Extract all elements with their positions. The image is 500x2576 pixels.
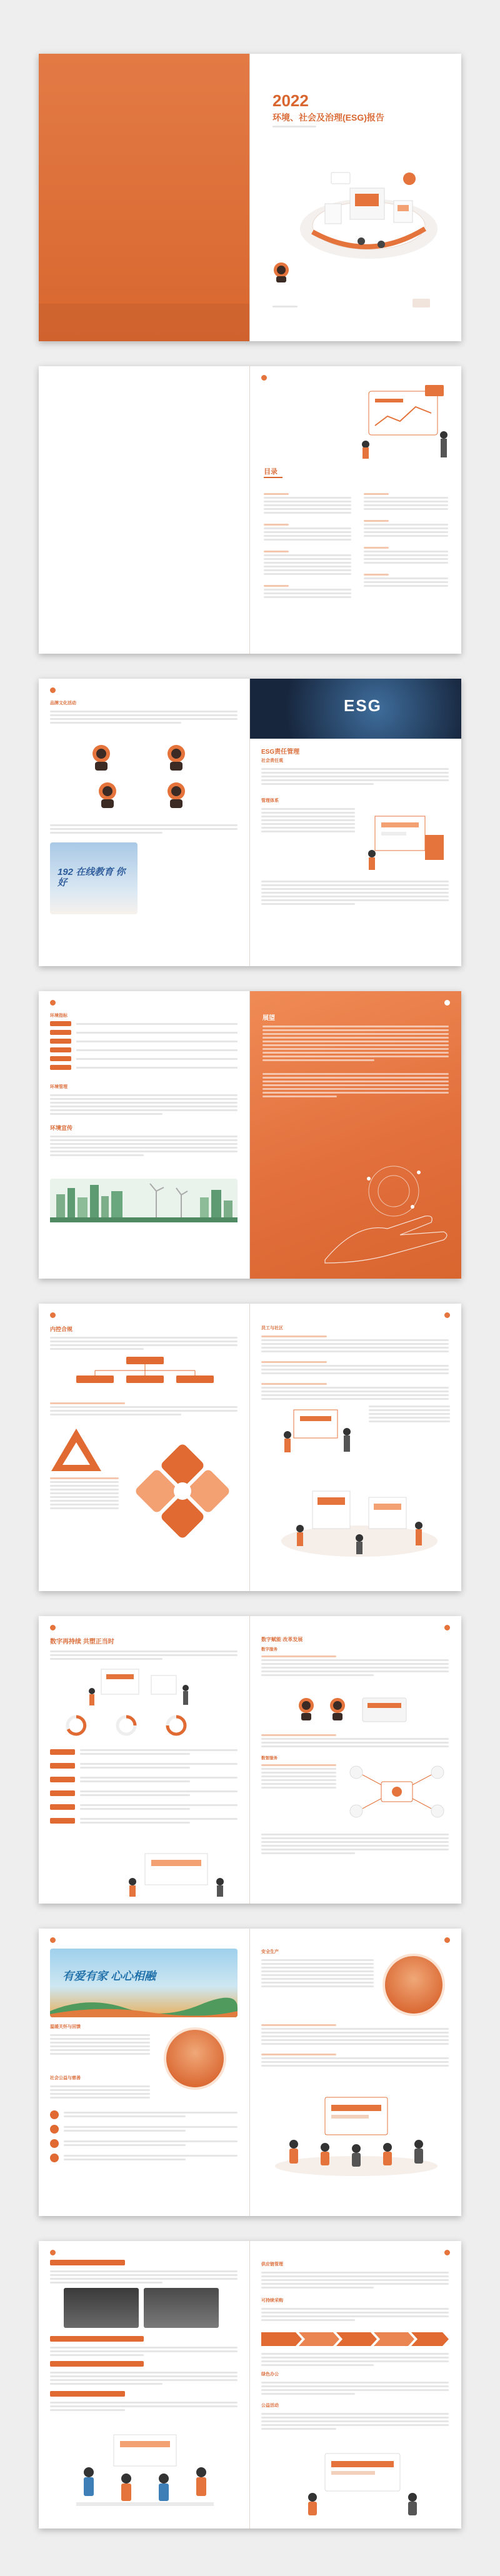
supply-heading-3: 绿色办公 <box>261 2372 279 2377</box>
cover-subtitle-lines <box>272 124 316 129</box>
brand-banner-text: 192 在线教育 你好 <box>58 867 126 888</box>
brand-heading: 品牌文化活动 <box>50 701 76 706</box>
digital-right-paragraph-1 <box>261 1654 449 1678</box>
compliance-diamond-diagram <box>132 1441 232 1544</box>
outlook-hand-illustration <box>319 1154 456 1266</box>
environment-paragraph-1 <box>50 1092 238 1117</box>
outlook-paragraph-1 <box>262 1024 449 1063</box>
community-paragraph-2 <box>50 2345 238 2358</box>
employee-paragraph-1 <box>261 1334 449 1402</box>
community-paragraph-4 <box>50 2400 238 2413</box>
toc-page <box>250 366 461 654</box>
toc-column-right <box>364 491 448 589</box>
compliance-page <box>39 1304 250 1591</box>
employee-illustration-1 <box>275 1404 362 1454</box>
page-brand-icon <box>444 1937 450 1943</box>
community-tag-3 <box>50 2361 144 2367</box>
spread-brand-esg <box>39 679 461 966</box>
esg-management-page <box>250 679 461 966</box>
supply-paragraph-3 <box>261 2351 449 2368</box>
brand-culture-page <box>39 679 250 966</box>
esg-paragraph-1 <box>261 766 449 787</box>
esg-illustration <box>362 804 450 872</box>
page-brand-icon <box>444 1312 450 1318</box>
supply-chain-page <box>250 2241 461 2529</box>
supply-bottom-illustration <box>300 2447 425 2516</box>
community-page <box>39 2241 250 2529</box>
page-brand-icon <box>50 1625 56 1630</box>
back-cover-page <box>39 54 250 341</box>
spread-digital <box>39 1616 461 1904</box>
environment-heading-3: 环境宣传 <box>50 1125 73 1131</box>
supply-heading-4: 公益活动 <box>261 2404 279 2408</box>
digital-illustration <box>76 1663 201 1707</box>
esg-banner-text: ESG <box>344 696 382 715</box>
digital-empowerment-page <box>250 1616 461 1904</box>
supply-paragraph-4 <box>261 2380 449 2397</box>
cover-logo <box>412 299 430 307</box>
outlook-paragraph-2 <box>262 1071 449 1099</box>
community-tag-1 <box>50 2260 125 2265</box>
safety-page <box>250 1929 461 2216</box>
brand-paragraph-2 <box>50 822 238 836</box>
employee-illustration-2 <box>275 1479 444 1560</box>
brand-paragraph <box>50 709 238 726</box>
environment-heading-1: 环境指标 <box>50 1014 68 1018</box>
environment-paragraph-2 <box>50 1134 238 1158</box>
community-tag-2 <box>50 2336 144 2342</box>
supply-heading-1: 供应链管理 <box>261 2262 283 2267</box>
care-banner-text: 有爱有家 心心相融 <box>62 1970 156 1982</box>
spread-environment <box>39 991 461 1279</box>
digital-mascot-row <box>294 1694 419 1729</box>
employee-paragraph-2 <box>369 1404 450 1424</box>
digital-right-sub2: 数智服务 <box>261 1756 278 1760</box>
page-brand-icon <box>444 2250 450 2255</box>
cover-illustration <box>288 154 444 272</box>
digital-paragraph <box>50 1649 238 1662</box>
care-circle-photo <box>164 2027 226 2090</box>
compliance-paragraph <box>50 1335 238 1352</box>
inside-cover-page <box>39 366 250 654</box>
page-brand-icon <box>444 1000 450 1006</box>
cover-title: 环境、社会及治理(ESG)报告 <box>272 112 384 122</box>
safety-paragraph-1 <box>261 1957 374 1989</box>
digital-right-paragraph-2 <box>261 1732 449 1749</box>
digital-right-sub1: 数字服务 <box>261 1647 278 1652</box>
page-brand-icon <box>50 1937 56 1943</box>
safety-heading: 安全生产 <box>261 1950 279 1954</box>
brand-sky-banner <box>50 842 138 914</box>
safety-meeting-illustration <box>269 2091 444 2179</box>
esg-subheading-2: 管理体系 <box>261 799 279 803</box>
community-photo-row <box>64 2288 219 2328</box>
digital-right-paragraph-4 <box>261 1832 449 1856</box>
community-tag-4 <box>50 2391 125 2397</box>
safety-circle-photo <box>382 1954 445 2016</box>
environment-indicator-list <box>50 1021 238 1074</box>
front-cover-page <box>250 54 461 341</box>
esg-paragraph-3 <box>261 879 449 907</box>
environment-city-illustration <box>50 1179 238 1222</box>
compliance-triangle-diagram <box>51 1429 101 1475</box>
supply-paragraph-1 <box>261 2270 449 2290</box>
community-paragraph-1 <box>50 2269 238 2285</box>
safety-paragraph-2 <box>261 2022 449 2069</box>
page-brand-icon <box>261 375 267 381</box>
page-brand-icon <box>50 1000 56 1006</box>
esg-paragraph-2 <box>261 806 355 834</box>
environment-heading-2: 环境管理 <box>50 1085 68 1089</box>
digital-title: 数字再持续 共塑正当时 <box>50 1639 114 1645</box>
care-heading-2: 社会公益与慈善 <box>50 2076 81 2080</box>
supply-paragraph-2 <box>261 2306 449 2323</box>
spread-supply <box>39 2241 461 2529</box>
care-banner <box>50 1949 238 2017</box>
digital-right-paragraph-3 <box>261 1762 336 1790</box>
compliance-heading: 内控合规 <box>50 1326 73 1332</box>
compliance-org-chart <box>70 1357 220 1394</box>
page-brand-icon <box>444 1625 450 1630</box>
care-numbered-list <box>50 2110 238 2167</box>
environment-page <box>39 991 250 1279</box>
compliance-paragraph-3 <box>50 1475 119 1511</box>
digital-network-illustration <box>344 1760 450 1822</box>
spread-compliance <box>39 1304 461 1591</box>
community-team-illustration <box>64 2429 226 2516</box>
supply-heading-2: 可持续采购 <box>261 2299 283 2303</box>
toc-title: 目录 <box>264 468 278 476</box>
care-heading-1: 温暖关怀与回馈 <box>50 2025 81 2029</box>
esg-section-title: ESG责任管理 <box>261 749 300 756</box>
outlook-page <box>250 991 461 1279</box>
employee-heading: 员工与社区 <box>261 1326 283 1330</box>
care-paragraph-2 <box>50 2084 150 2100</box>
community-paragraph-3 <box>50 2370 238 2387</box>
toc-column-left <box>264 491 351 600</box>
esg-subheading-1: 社会责任观 <box>261 759 283 763</box>
spread-cover <box>39 54 461 341</box>
toc-illustration <box>356 385 450 460</box>
care-page <box>39 1929 250 2216</box>
compliance-paragraph-2 <box>50 1400 238 1417</box>
page-brand-icon <box>50 687 56 693</box>
page-brand-icon <box>50 2250 56 2255</box>
spread-toc <box>39 366 461 654</box>
cover-year: 2022 <box>272 91 309 110</box>
cover-company-line <box>272 304 298 309</box>
esg-banner <box>250 679 461 739</box>
digital-sustainability-page <box>39 1616 250 1904</box>
digital-donut-row <box>58 1713 232 1741</box>
digital-bottom-illustration <box>114 1847 239 1897</box>
spread-care <box>39 1929 461 2216</box>
mascot-group <box>82 738 208 816</box>
digital-bar-list <box>50 1747 238 1830</box>
page-brand-icon <box>50 1312 56 1318</box>
care-paragraph-1 <box>50 2032 150 2057</box>
outlook-title: 展望 <box>262 1015 275 1022</box>
digital-right-title: 数字赋能 改革发展 <box>261 1637 303 1642</box>
supply-paragraph-5 <box>261 2411 449 2432</box>
employee-community-page <box>250 1304 461 1591</box>
cover-mascot <box>269 260 294 288</box>
supply-process-arrows <box>261 2332 449 2349</box>
